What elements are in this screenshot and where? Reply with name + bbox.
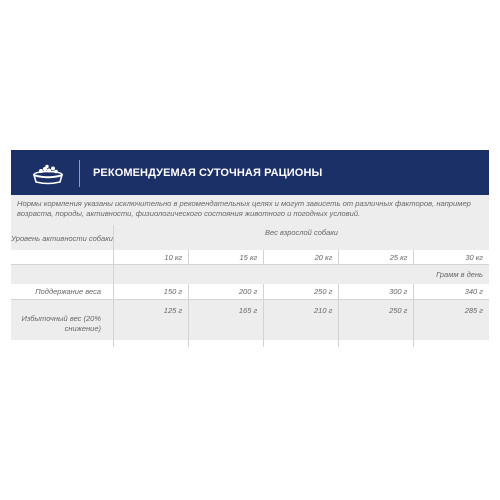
value-cell: 250 г: [339, 300, 414, 348]
feeding-note: Нормы кормления указаны исключительно в рекомендательных целях и могут зависеть от различных факторов, например возраста, породы, активности, физиологического состояния животного и погодных условий.: [17, 199, 471, 219]
row-label-overweight: Избыточный вес (20% снижение): [21, 313, 101, 333]
panel-header: [11, 150, 489, 195]
adult-weight-header: Вес взрослой собаки: [114, 225, 490, 250]
value-cell: 210 г: [264, 300, 339, 348]
weight-cell: 25 кг: [339, 250, 414, 265]
weight-cell: 10 кг: [114, 250, 189, 265]
value-cell: 340 г: [414, 284, 489, 300]
feeding-table: [11, 225, 489, 347]
value-cell: 285 г: [414, 300, 489, 348]
value-cell: 200 г: [189, 284, 264, 300]
activity-level-header: Уровень активности собаки: [11, 234, 113, 243]
header-divider: [79, 160, 80, 187]
feeding-guide-panel: [11, 150, 489, 340]
value-cell: 125 г: [114, 300, 189, 348]
weight-cell: 15 кг: [189, 250, 264, 265]
value-cell: 300 г: [339, 284, 414, 300]
row-label-maintenance: Поддержание веса: [11, 284, 114, 300]
weights-label-cell: [11, 250, 114, 265]
value-cell: 150 г: [114, 284, 189, 300]
value-cell: 250 г: [264, 284, 339, 300]
panel-title: РЕКОМЕНДУЕМАЯ СУТОЧНАЯ РАЦИОНЫ: [93, 167, 323, 179]
value-cell: 165 г: [189, 300, 264, 348]
unit-label: Грамм в день: [114, 265, 490, 285]
dog-food-bowl-icon: [31, 163, 65, 185]
weight-cell: 30 кг: [414, 250, 489, 265]
weight-cell: 20 кг: [264, 250, 339, 265]
